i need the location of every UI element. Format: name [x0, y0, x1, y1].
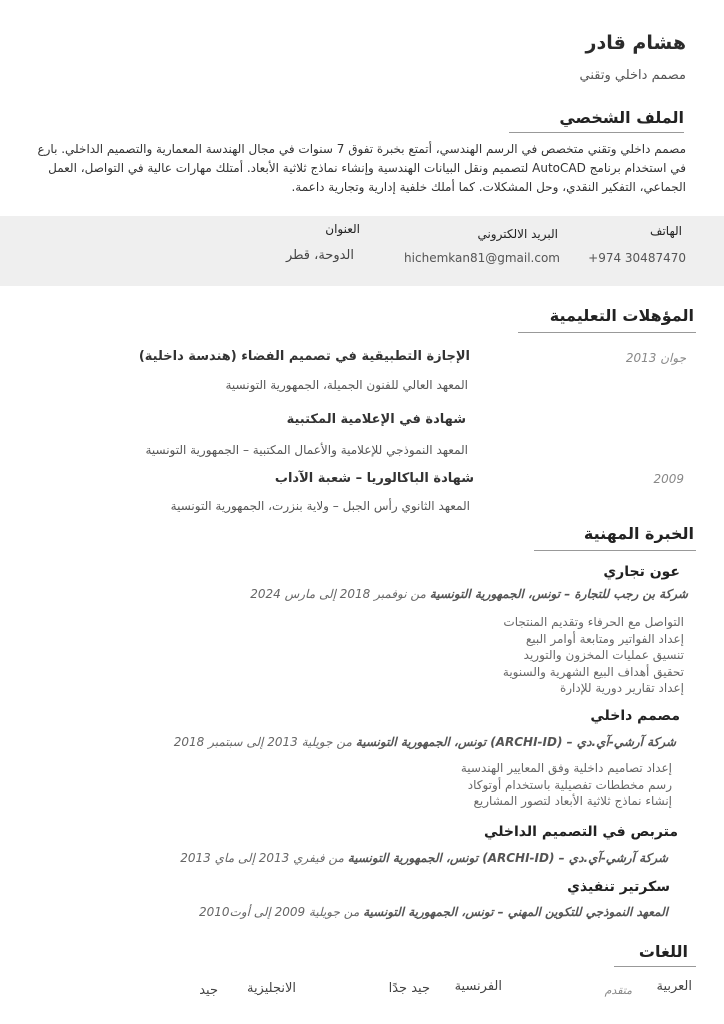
education-degree: شهادة الباكالوريا – شعبة الآداب: [274, 471, 474, 486]
job-period: من جويلية 2013 إلى سبتمبر 2018: [173, 735, 352, 749]
language-level: جيد جدًا: [388, 981, 430, 996]
language-level: جيد: [199, 983, 218, 998]
job-task: رسم مخططات تفصيلية باستخدام أوتوكاد: [467, 777, 672, 792]
job-period: من فيفري 2013 إلى ماي 2013: [180, 851, 344, 865]
address-value: الدوحة، قطر: [285, 248, 354, 263]
email-label: البريد الالكتروني: [477, 227, 558, 241]
language-name: الانجليزية: [246, 981, 296, 996]
job-task: إعداد تقارير دورية للإدارة: [559, 681, 684, 695]
job-task: إعداد تصاميم داخلية وفق المعايير الهندسية: [460, 761, 672, 775]
address-label: العنوان: [325, 222, 360, 236]
job-role: مصمم داخلي: [590, 708, 680, 724]
job-company: شركة آرشي-آي.دي – (ARCHI-ID) تونس، الجمهورية التونسية: [347, 851, 668, 865]
job-period: من جويلية 2009 إلى أوت2010: [198, 905, 360, 919]
language-name: العربية: [656, 979, 692, 994]
job-task: تحقيق أهداف البيع الشهرية والسنوية: [502, 664, 684, 679]
education-date: جوان 2013: [625, 351, 686, 365]
job-company: شركة آرشي-آي.دي – (ARCHI-ID) تونس، الجمهورية التونسية: [355, 735, 676, 749]
job-task: تنسيق عمليات المخزون والتوريد: [523, 648, 684, 662]
education-heading: المؤهلات التعليمية: [549, 306, 694, 325]
education-institution: المعهد النموذجي للإعلامية والأعمال المكتبية – الجمهورية التونسية: [145, 443, 468, 457]
job-role: سكرتير تنفيذي: [567, 879, 670, 895]
job-company: المعهد النموذجي للتكوين المهني – تونس، الجمهورية التونسية: [363, 905, 668, 919]
experience-heading-rule: [534, 550, 696, 551]
phone-value: +974 30487470: [588, 251, 686, 265]
profile-summary: مصمم داخلي وتقني متخصص في الرسم الهندسي، أتمتع بخبرة تفوق 7 سنوات في مجال الهندسة المعمارية والتصميم الداخلي. بارع في استخدام برنامج AutoCAD لتصميم ونقل البيانات الهندسية وإنشاء نماذج ثلاثية الأبعاد. أمتلك مهارات عالية في التواصل، العمل الجماعي، التفكير النقدي، وحل المشكلات. كما أملك خلفية إدارية وتجارية داعمة.: [37, 142, 686, 194]
job-title: مصمم داخلي وتقني: [579, 68, 686, 83]
job-task: التواصل مع الحرفاء وتقديم المنتجات: [503, 615, 684, 629]
candidate-name: هشام قادر: [585, 32, 686, 54]
job-company-line: [199, 905, 668, 919]
education-institution: المعهد العالي للفنون الجميلة، الجمهورية التونسية: [225, 378, 468, 392]
job-role: عون تجاري: [603, 564, 680, 580]
experience-heading: الخبرة المهنية: [583, 524, 694, 543]
education-heading-rule: [518, 332, 696, 333]
job-company: شركة بن رجب للتجارة – تونس، الجمهورية التونسية: [429, 587, 688, 601]
languages-heading: اللغات: [638, 942, 688, 961]
email-value: hichemkan81@gmail.com: [404, 251, 560, 265]
job-period: من نوفمبر 2018 إلى مارس 2024: [250, 587, 426, 601]
languages-heading-rule: [614, 966, 696, 967]
job-company-line: [180, 851, 668, 865]
profile-heading-rule: [509, 132, 684, 133]
education-degree: الإجازة التطبيقية في تصميم الفضاء (هندسة داخلية): [138, 349, 470, 364]
education-institution: المعهد الثانوي رأس الجبل – ولاية بنزرت، الجمهورية التونسية: [170, 499, 470, 513]
job-tasks: [503, 614, 684, 697]
job-role: متربص في التصميم الداخلي: [484, 824, 678, 840]
job-tasks: [461, 760, 672, 810]
job-task: إنشاء نماذج ثلاثية الأبعاد لتصور المشاريع: [473, 794, 672, 808]
phone-label: الهاتف: [650, 224, 682, 238]
language-name: الفرنسية: [454, 979, 502, 994]
profile-heading: الملف الشخصي: [559, 108, 684, 127]
language-level: متقدم: [604, 984, 632, 997]
education-date: 2009: [653, 472, 684, 486]
education-degree: شهادة في الإعلامية المكتبية: [286, 412, 466, 427]
job-company-line: [250, 587, 688, 601]
job-task: إعداد الفواتير ومتابعة أوامر البيع: [525, 631, 684, 646]
job-company-line: [174, 735, 676, 749]
